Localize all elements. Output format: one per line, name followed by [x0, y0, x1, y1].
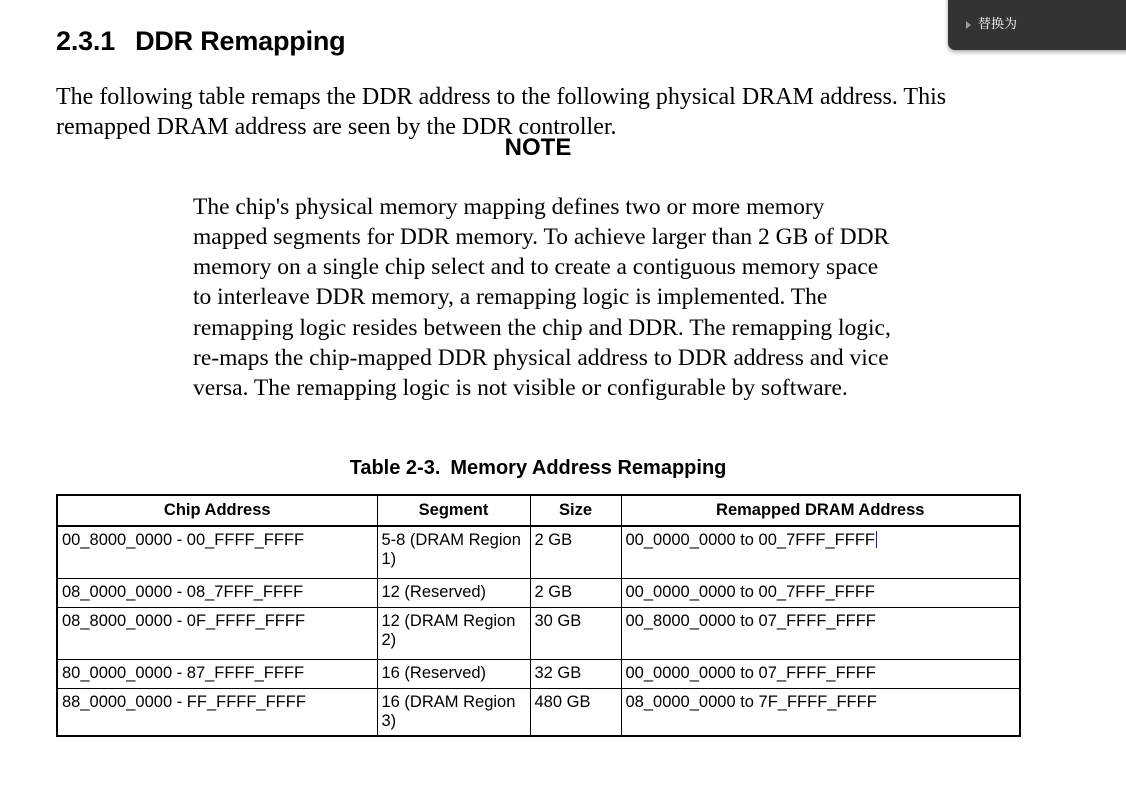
replace-with-tooltip[interactable]	[948, 0, 1126, 50]
note-body: The chip's physical memory mapping defines two or more memory mapped segments for DDR memory. To achieve larger than 2 GB of DDR memory on a single chip select and to create a contiguous memory space to interleave DDR memory, a remapping logic is implemented. The remapping logic resides between the chip and DDR. The remapping logic, re-maps the chip-mapped DDR physical address to DDR address and vice versa. The remapping logic is not visible or configurable by software.	[193, 193, 891, 402]
cell-chip-address[interactable]: 80_0000_0000 - 87_FFFF_FFFF	[57, 659, 377, 688]
cell-segment[interactable]: 5-8 (DRAM Region 1)	[377, 526, 530, 578]
cell-size[interactable]: 2 GB	[530, 578, 621, 607]
cell-remapped-address[interactable]: 00_8000_0000 to 07_FFFF_FFFF	[621, 607, 1020, 659]
cell-remapped-address[interactable]: 00_0000_0000 to 07_FFFF_FFFF	[621, 659, 1020, 688]
cell-segment[interactable]: 12 (Reserved)	[377, 578, 530, 607]
table-row[interactable]	[57, 688, 1020, 736]
cell-remapped-address[interactable]	[621, 526, 1020, 578]
cell-remapped-address[interactable]: 08_0000_0000 to 7F_FFFF_FFFF	[621, 688, 1020, 736]
text-cursor	[876, 531, 877, 548]
section-title: DDR Remapping	[135, 26, 346, 57]
table-row[interactable]	[57, 659, 1020, 688]
cell-chip-address[interactable]: 08_0000_0000 - 08_7FFF_FFFF	[57, 578, 377, 607]
cell-remapped-address-text: 00_0000_0000 to 00_7FFF_FFFF	[625, 531, 875, 549]
table-caption	[0, 456, 1076, 480]
cell-size[interactable]: 480 GB	[530, 688, 621, 736]
table-row[interactable]	[57, 607, 1020, 659]
cell-size[interactable]: 2 GB	[530, 526, 621, 578]
column-header-chip-address: Chip Address	[57, 495, 377, 526]
column-header-segment: Segment	[377, 495, 530, 526]
table-header-row	[57, 495, 1020, 526]
cell-segment[interactable]: 12 (DRAM Region 2)	[377, 607, 530, 659]
cell-size[interactable]: 30 GB	[530, 607, 621, 659]
cell-size[interactable]: 32 GB	[530, 659, 621, 688]
page-title	[56, 24, 345, 58]
cell-chip-address[interactable]: 08_8000_0000 - 0F_FFFF_FFFF	[57, 607, 377, 659]
intro-paragraph: The following table remaps the DDR address to the following physical DRAM address. This remapped DRAM address are seen by the DDR controller.	[56, 84, 947, 140]
tooltip-label: 替换为	[978, 16, 1018, 32]
table-caption-title: Memory Address Remapping	[450, 457, 727, 479]
memory-remapping-table	[56, 494, 1021, 737]
table-row[interactable]	[57, 578, 1020, 607]
table-row[interactable]	[57, 526, 1020, 578]
cell-segment[interactable]: 16 (DRAM Region 3)	[377, 688, 530, 736]
column-header-size: Size	[530, 495, 621, 526]
column-header-remapped-dram-address: Remapped DRAM Address	[621, 495, 1020, 526]
cell-chip-address[interactable]: 88_0000_0000 - FF_FFFF_FFFF	[57, 688, 377, 736]
note-title: NOTE	[504, 134, 572, 161]
triangle-right-icon	[966, 21, 971, 29]
table-caption-label: Table 2-3.	[349, 457, 441, 479]
cell-remapped-address[interactable]: 00_0000_0000 to 00_7FFF_FFFF	[621, 578, 1020, 607]
section-number: 2.3.1	[56, 26, 116, 57]
cell-chip-address[interactable]: 00_8000_0000 - 00_FFFF_FFFF	[57, 526, 377, 578]
cell-segment[interactable]: 16 (Reserved)	[377, 659, 530, 688]
